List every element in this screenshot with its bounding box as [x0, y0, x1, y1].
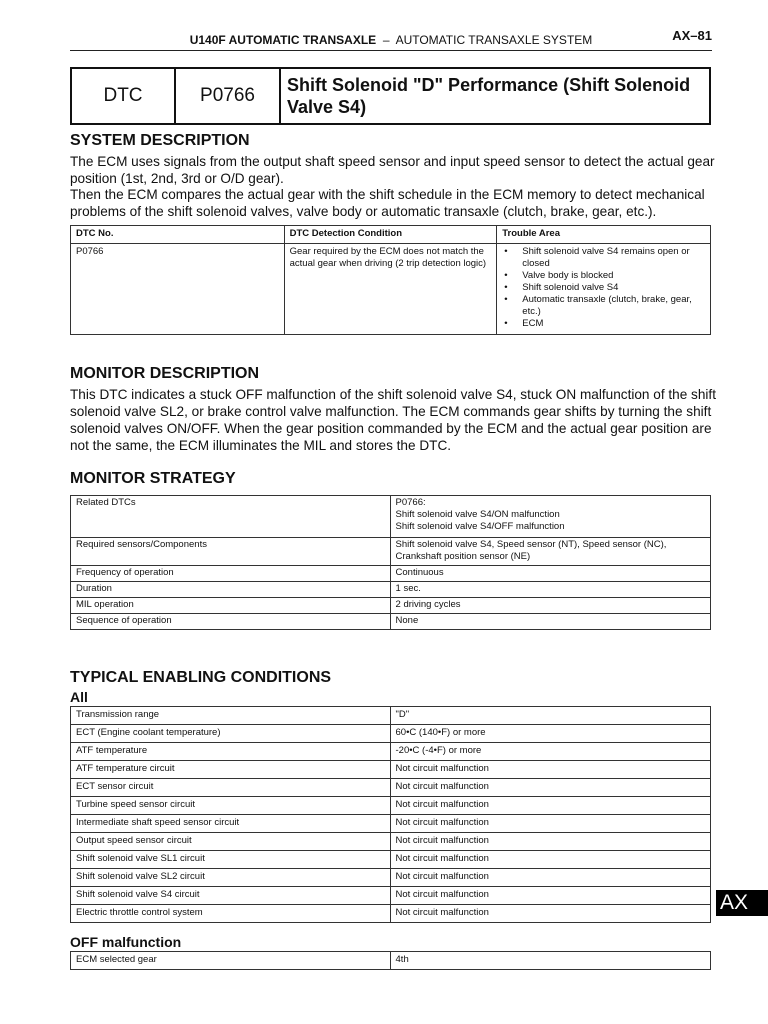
strategy-value: 2 driving cycles	[390, 598, 710, 614]
condition-value: Not circuit malfunction	[390, 797, 711, 815]
condition-value: 60•C (140•F) or more	[390, 725, 711, 743]
section-tab: AX	[716, 890, 768, 916]
related-dtcs-label: Related DTCs	[71, 496, 391, 538]
col-dtc-no: DTC No.	[71, 226, 285, 244]
condition-value: Not circuit malfunction	[390, 815, 711, 833]
related-dtcs-value	[390, 496, 710, 538]
header-title	[70, 33, 712, 47]
trouble-area-list	[502, 246, 705, 330]
strategy-label: Frequency of operation	[71, 566, 391, 582]
table-row	[71, 851, 711, 869]
dtc-no-cell: P0766	[71, 244, 285, 335]
dtc-table	[70, 225, 711, 335]
sensors-line: Shift solenoid valve S4, Speed sensor (NT), Speed sensor (NC),	[395, 539, 667, 550]
condition-label: Intermediate shaft speed sensor circuit	[71, 815, 391, 833]
condition-value: Not circuit malfunction	[390, 761, 711, 779]
dtc-code: P0766	[176, 69, 281, 123]
condition-label: Shift solenoid valve S4 circuit	[71, 887, 391, 905]
table-row	[71, 779, 711, 797]
col-detection-condition: DTC Detection Condition	[284, 226, 497, 244]
table-row	[71, 869, 711, 887]
table-row	[71, 815, 711, 833]
table-row	[71, 725, 711, 743]
condition-value: Not circuit malfunction	[390, 833, 711, 851]
condition-value: 4th	[390, 952, 710, 970]
condition-value: -20•C (-4•F) or more	[390, 743, 711, 761]
condition-value: Not circuit malfunction	[390, 869, 711, 887]
condition-label: ECT (Engine coolant temperature)	[71, 725, 391, 743]
enabling-conditions-heading: TYPICAL ENABLING CONDITIONS	[70, 669, 332, 686]
condition-value: "D"	[390, 707, 711, 725]
condition-label: ECM selected gear	[71, 952, 391, 970]
sensors-line: Crankshaft position sensor (NE)	[395, 551, 531, 562]
strategy-label: Sequence of operation	[71, 614, 391, 630]
condition-label: ECT sensor circuit	[71, 779, 391, 797]
condition-label: Turbine speed sensor circuit	[71, 797, 391, 815]
table-row	[71, 797, 711, 815]
condition-label: Transmission range	[71, 707, 391, 725]
table-row	[71, 743, 711, 761]
table-row	[71, 598, 711, 614]
strategy-value: Continuous	[390, 566, 710, 582]
dtc-title: Shift Solenoid "D" Performance (Shift Solenoid Valve S4)	[287, 75, 691, 117]
required-sensors-value	[390, 538, 710, 566]
condition-label: Electric throttle control system	[71, 905, 391, 923]
dtc-title-box	[70, 67, 711, 125]
strategy-value: 1 sec.	[390, 582, 710, 598]
list-item: • Shift solenoid valve S4 remains open or closed	[502, 246, 705, 270]
table-row	[71, 244, 711, 335]
manual-title: U140F AUTOMATIC TRANSAXLE	[189, 33, 377, 47]
list-item: • Valve body is blocked	[502, 270, 705, 282]
dtc-label: DTC	[72, 69, 176, 123]
list-item: • ECM	[502, 318, 705, 330]
condition-label: ATF temperature circuit	[71, 761, 391, 779]
dtc-table-header	[71, 226, 711, 244]
condition-value: Not circuit malfunction	[390, 905, 711, 923]
trouble-area-cell	[497, 244, 711, 335]
condition-value: Not circuit malfunction	[390, 887, 711, 905]
strategy-label: MIL operation	[71, 598, 391, 614]
table-row	[71, 538, 711, 566]
all-subheading: All	[70, 689, 88, 705]
monitor-description-heading: MONITOR DESCRIPTION	[70, 365, 260, 382]
condition-value: Not circuit malfunction	[390, 851, 711, 869]
table-row	[71, 614, 711, 630]
table-row	[71, 566, 711, 582]
list-item: • Shift solenoid valve S4	[502, 282, 705, 294]
required-sensors-label: Required sensors/Components	[71, 538, 391, 566]
condition-label: ATF temperature	[71, 743, 391, 761]
condition-label: Output speed sensor circuit	[71, 833, 391, 851]
section-title: AUTOMATIC TRANSAXLE SYSTEM	[395, 33, 593, 47]
monitor-strategy-heading: MONITOR STRATEGY	[70, 470, 236, 487]
running-header	[70, 28, 712, 51]
monitor-description-text: This DTC indicates a stuck OFF malfunction of the shift solenoid valve S4, stuck ON malfunction of the shift solenoid valve SL2, or brake control valve malfunction. The ECM commands gear shifts by turning the shift solenoid valves ON/OFF. When the gear position commanded by the ECM and the actual gear position are not the same, the ECM illuminates the MIL and stores the DTC.	[70, 387, 716, 453]
table-row	[71, 905, 711, 923]
monitor-strategy-table	[70, 495, 711, 630]
header-separator: –	[382, 33, 390, 47]
strategy-label: Duration	[71, 582, 391, 598]
col-trouble-area: Trouble Area	[497, 226, 711, 244]
related-dtc-code: P0766:	[395, 497, 426, 508]
system-description-p2: Then the ECM compares the actual gear with the shift schedule in the ECM memory to detect mechanical problems of the shift solenoid valves, valve body or automatic transaxle (clutch, brake, gear, etc.).	[70, 187, 705, 219]
table-row	[71, 496, 711, 538]
condition-label: Shift solenoid valve SL2 circuit	[71, 869, 391, 887]
table-row	[71, 707, 711, 725]
page-number: AX–81	[672, 28, 712, 43]
strategy-value: None	[390, 614, 710, 630]
table-row	[71, 887, 711, 905]
related-dtc-line: Shift solenoid valve S4/ON malfunction	[395, 509, 560, 520]
system-description-p1: The ECM uses signals from the output shaft speed sensor and input speed sensor to detect the actual gear position (1st, 2nd, 3rd or O/D gear).	[70, 154, 715, 186]
off-malfunction-table	[70, 951, 711, 970]
enabling-conditions-table	[70, 706, 711, 923]
condition-value: Not circuit malfunction	[390, 779, 711, 797]
off-malfunction-subheading: OFF malfunction	[70, 934, 182, 950]
table-row	[71, 761, 711, 779]
table-row	[71, 582, 711, 598]
list-item: • Automatic transaxle (clutch, brake, gear, etc.)	[502, 294, 705, 318]
detection-condition-cell: Gear required by the ECM does not match the actual gear when driving (2 trip detection logic)	[284, 244, 497, 335]
table-row	[71, 833, 711, 851]
system-description-heading: SYSTEM DESCRIPTION	[70, 132, 250, 149]
table-row	[71, 952, 711, 970]
condition-label: Shift solenoid valve SL1 circuit	[71, 851, 391, 869]
related-dtc-line: Shift solenoid valve S4/OFF malfunction	[395, 521, 565, 532]
